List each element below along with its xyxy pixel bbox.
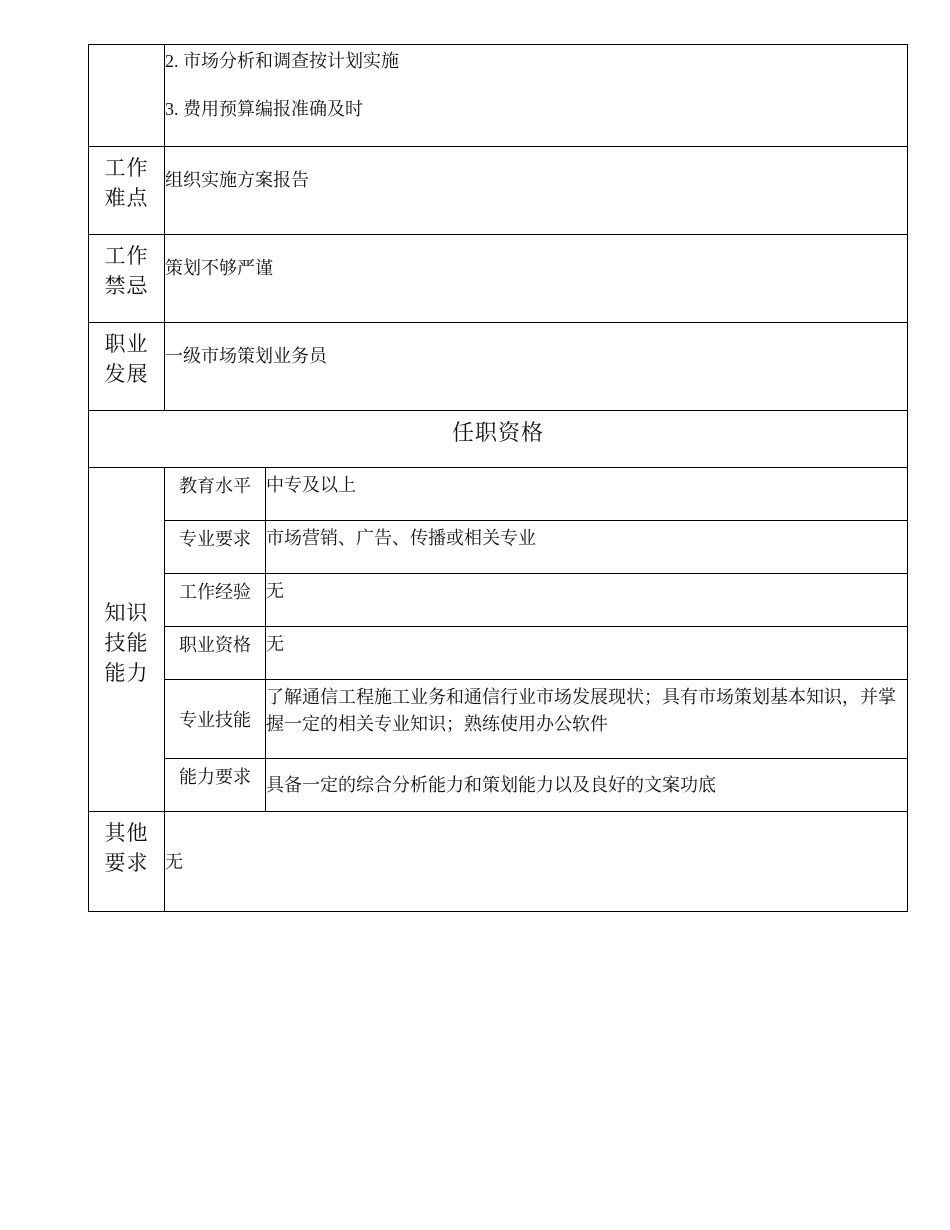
qualification-header-row: [89, 411, 908, 468]
difficulty-text: 组织实施方案报告: [165, 147, 908, 235]
knowledge-item-value: 市场营销、广告、传播或相关专业: [266, 521, 908, 574]
knowledge-item-name: 专业要求: [165, 521, 266, 574]
other-requirements-row: [89, 812, 908, 912]
knowledge-row: [89, 574, 908, 627]
knowledge-item-name: 专业技能: [165, 680, 266, 759]
taboo-text: 策划不够严谨: [165, 235, 908, 323]
knowledge-row: [89, 521, 908, 574]
knowledge-item-value: 了解通信工程施工业务和通信行业市场发展现状；具有市场策划基本知识，并掌握一定的相关专业知识；熟练使用办公软件: [266, 680, 908, 759]
knowledge-item-value: 中专及以上: [266, 468, 908, 521]
knowledge-item-name: 职业资格: [165, 627, 266, 680]
difficulty-row: [89, 147, 908, 235]
knowledge-item-name: 教育水平: [165, 468, 266, 521]
duty-line-3: 3. 费用预算编报准确及时: [165, 99, 363, 119]
knowledge-row: [89, 680, 908, 759]
knowledge-item-value: 具备一定的综合分析能力和策划能力以及良好的文案功底: [266, 759, 908, 812]
career-label: 职业 发展: [89, 323, 165, 411]
duties-label-cell: [89, 45, 165, 147]
duties-content-cell: [165, 45, 908, 147]
difficulty-label: 工作 难点: [89, 147, 165, 235]
knowledge-item-name: 能力要求: [165, 759, 266, 812]
knowledge-row: [89, 627, 908, 680]
other-label: 其他 要求: [89, 812, 165, 912]
career-row: [89, 323, 908, 411]
job-description-table: [88, 44, 908, 912]
knowledge-row: [89, 759, 908, 812]
taboo-label: 工作 禁忌: [89, 235, 165, 323]
duties-continued-row: [89, 45, 908, 147]
qualification-title: 任职资格: [89, 411, 908, 468]
knowledge-item-value: 无: [266, 574, 908, 627]
other-text: 无: [165, 812, 908, 912]
knowledge-row: [89, 468, 908, 521]
duty-line-2: 2. 市场分析和调查按计划实施: [165, 51, 399, 71]
taboo-row: [89, 235, 908, 323]
knowledge-label: 知识 技能 能力: [89, 468, 165, 812]
knowledge-item-name: 工作经验: [165, 574, 266, 627]
knowledge-item-value: 无: [266, 627, 908, 680]
career-text: 一级市场策划业务员: [165, 323, 908, 411]
